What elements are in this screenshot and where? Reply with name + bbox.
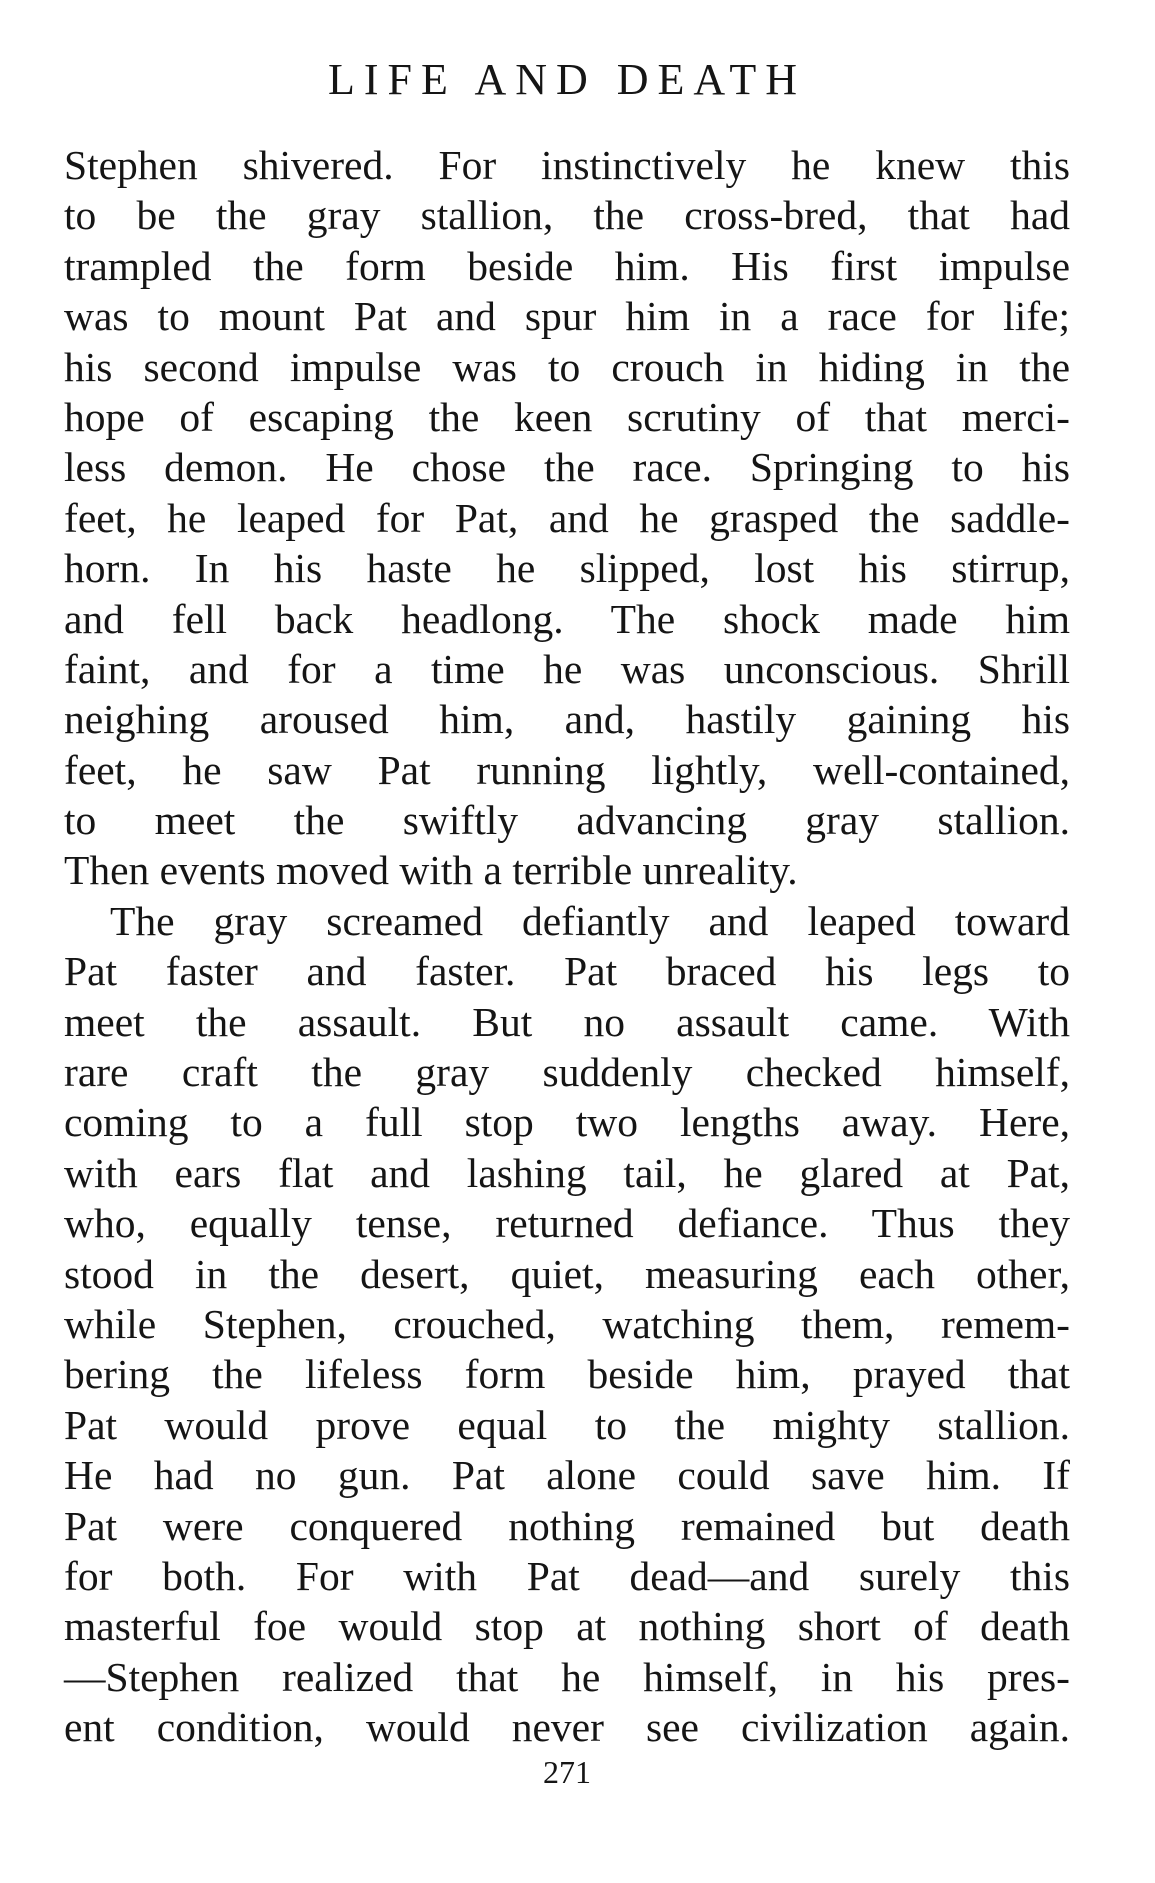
text-line: rare craft the gray suddenly checked himself, [64, 1049, 1070, 1096]
text-line: He had no gun. Pat alone could save him. If [64, 1452, 1070, 1499]
text-line: Pat were conquered nothing remained but death [64, 1502, 1070, 1549]
text-line: to be the gray stallion, the cross-bred, that had [64, 192, 1070, 239]
text-line: —Stephen realized that he himself, in his pres- [64, 1653, 1070, 1700]
running-head: LIFE AND DEATH [328, 55, 806, 104]
text-line: faint, and for a time he was unconscious. Shrill [64, 645, 1070, 692]
text-line: for both. For with Pat dead—and surely this [64, 1552, 1070, 1599]
page-number: 271 [543, 1754, 591, 1790]
text-line: hope of escaping the keen scrutiny of that merci- [64, 393, 1070, 440]
text-line: less demon. He chose the race. Springing to his [64, 444, 1070, 491]
text-line: horn. In his haste he slipped, lost his stirrup, [64, 545, 1070, 592]
text-line: coming to a full stop two lengths away. Here, [64, 1099, 1070, 1146]
text-line: with ears flat and lashing tail, he glared at Pat, [64, 1149, 1070, 1196]
text-line: Stephen shivered. For instinctively he knew this [64, 142, 1070, 188]
text-line: bering the lifeless form beside him, prayed that [64, 1351, 1070, 1398]
text-line: to meet the swiftly advancing gray stallion. [64, 797, 1070, 844]
text-line: was to mount Pat and spur him in a race for life; [64, 293, 1070, 340]
text-line: who, equally tense, returned defiance. Thus they [64, 1200, 1070, 1247]
text-line: The gray screamed defiantly and leaped toward [110, 897, 1070, 944]
book-page [64, 0, 1070, 1883]
text-line: ent condition, would never see civilization again. [64, 1704, 1070, 1751]
text-line: masterful foe would stop at nothing short of death [64, 1603, 1070, 1650]
text-line: trampled the form beside him. His first impulse [64, 242, 1070, 289]
text-line: Then events moved with a terrible unreality. [64, 847, 798, 894]
text-line: his second impulse was to crouch in hiding in the [64, 343, 1070, 390]
text-line: neighing aroused him, and, hastily gaining his [64, 696, 1070, 743]
text-line: feet, he saw Pat running lightly, well-contained, [64, 746, 1070, 793]
text-line: Pat would prove equal to the mighty stallion. [64, 1401, 1070, 1448]
text-line: Pat faster and faster. Pat braced his legs to [64, 948, 1070, 995]
text-line: stood in the desert, quiet, measuring each other, [64, 1250, 1070, 1297]
text-line: feet, he leaped for Pat, and he grasped the saddle- [64, 494, 1070, 541]
text-line: and fell back headlong. The shock made him [64, 595, 1070, 642]
text-line: meet the assault. But no assault came. With [64, 998, 1070, 1045]
text-line: while Stephen, crouched, watching them, remem- [64, 1300, 1070, 1347]
body-text [64, 140, 1070, 1753]
